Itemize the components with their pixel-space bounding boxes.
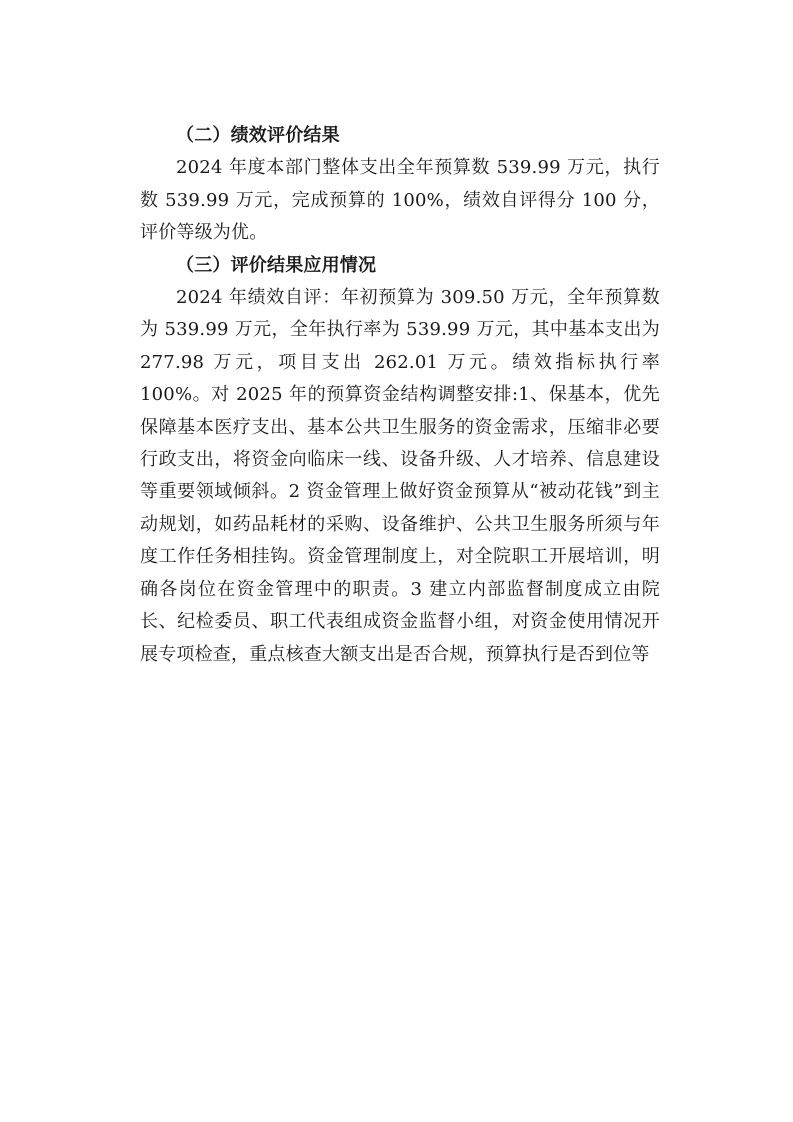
section-paragraph-performance-result: 2024 年度本部门整体支出全年预算数 539.99 万元，执行数 539.99 万元，完成预算的 100%，绩效自评得分 100 分，评价等级为优。 (140, 157, 660, 244)
section-heading-result-application: （三）评价结果应用情况 (176, 254, 377, 276)
section-paragraph-result-application: 2024 年绩效自评：年初预算为 309.50 万元，全年预算数为 539.99 万元，全年执行率为 539.99 万元，其中基本支出为 277.98 万元，项目支出 262.01 万元。绩效指标执行率 100%。对 2025 年的预算资金结构调整安排:1、保基本，优先保障基本医疗支出、基本公共卫生服务的资金需求，压缩非必要行政支出，将资金向临床一线、设备升级、人才培养、信息建设等重要领域倾斜。2 资金管理上做好资金预算从“被动花钱”到主动规划，如药品耗材的采购、设备维护、公共卫生服务所须与年度工作任务相挂钩。资金管理制度上，对全院职工开展培训，明确各岗位在资金管理中的职责。3 建立内部监督制度成立由院长、纪检委员、职工代表组成资金监督小组，对资金使用情况开展专项检查，重点核查大额支出是否合规，预算执行是否到位等 (140, 287, 660, 665)
document-body (140, 120, 660, 671)
section-heading-performance-result: （二）绩效评价结果 (176, 125, 340, 146)
